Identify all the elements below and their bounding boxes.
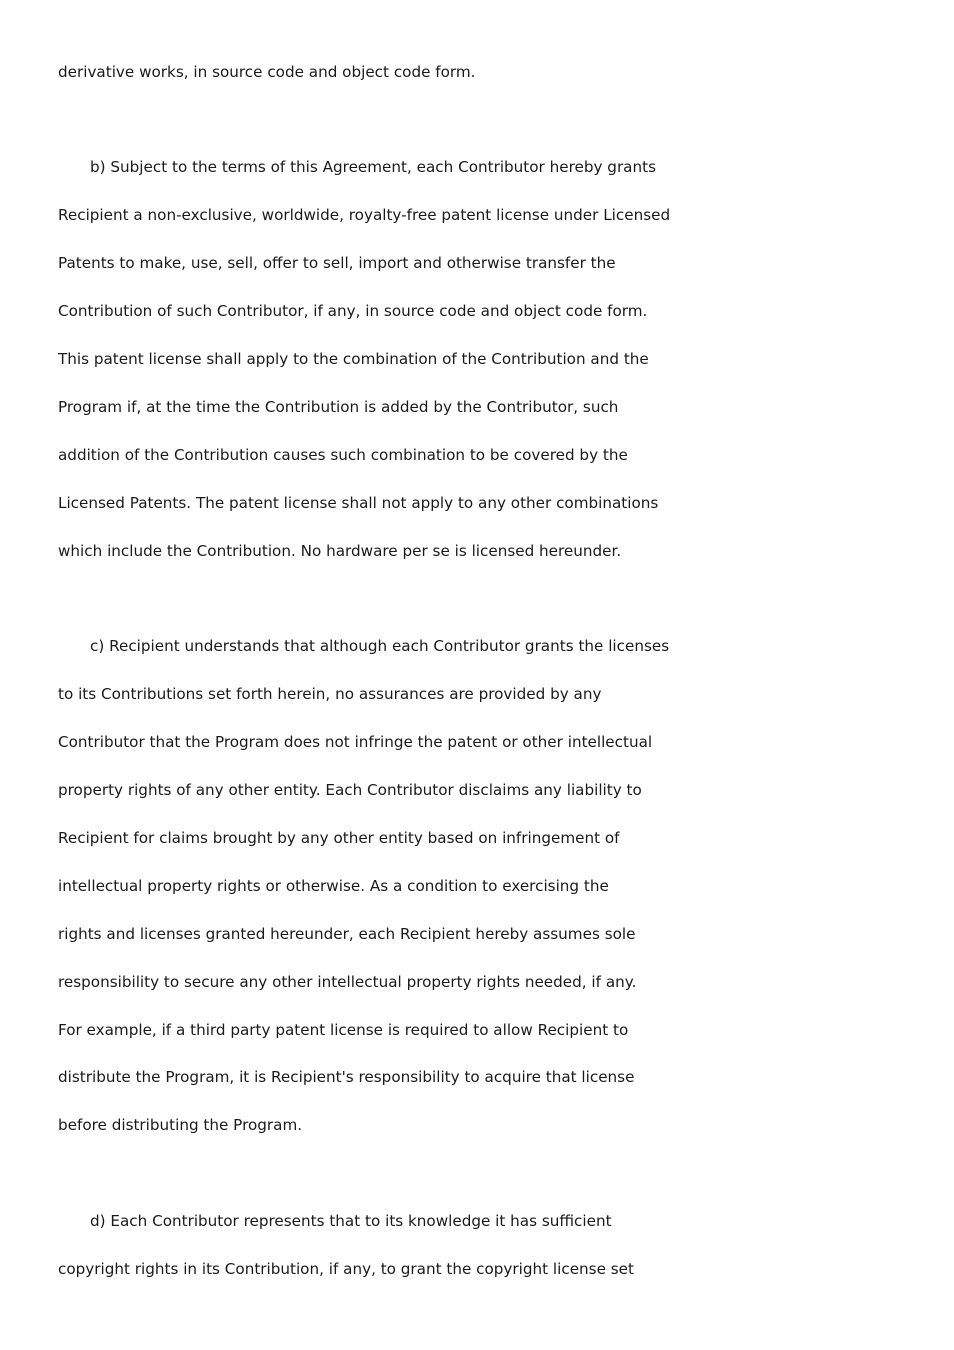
text-line: property rights of any other entity. Each Contributor disclaims any liability to [58, 781, 642, 799]
text-line: Recipient a non-exclusive, worldwide, royalty-free patent license under Licensed [58, 206, 671, 224]
paragraph-c-first-line: c) Recipient understands that although each Contributor grants the licenses [90, 637, 670, 655]
text-line: Licensed Patents. The patent license shall not apply to any other combinations [58, 494, 659, 512]
text-line: For example, if a third party patent license is required to allow Recipient to [58, 1021, 629, 1039]
text-line: responsibility to secure any other intellectual property rights needed, if any. [58, 973, 637, 991]
paragraph-b-first-line: b) Subject to the terms of this Agreement, each Contributor hereby grants [90, 158, 656, 176]
text-line: derivative works, in source code and object code form. [58, 63, 476, 81]
text-line: addition of the Contribution causes such combination to be covered by the [58, 446, 628, 464]
text-line: before distributing the Program. [58, 1116, 303, 1134]
text-line: This patent license shall apply to the combination of the Contribution and the [58, 350, 649, 368]
text-line: copyright rights in its Contribution, if any, to grant the copyright license set [58, 1260, 634, 1278]
text-line: Program if, at the time the Contribution is added by the Contributor, such [58, 398, 619, 416]
text-line: Contributor that the Program does not infringe the patent or other intellectual [58, 733, 653, 751]
text-line: rights and licenses granted hereunder, each Recipient hereby assumes sole [58, 925, 636, 943]
text-line: intellectual property rights or otherwise. As a condition to exercising the [58, 877, 609, 895]
text-line: which include the Contribution. No hardware per se is licensed hereunder. [58, 542, 622, 560]
text-line: Recipient for claims brought by any other entity based on infringement of [58, 829, 620, 847]
text-line: Contribution of such Contributor, if any, in source code and object code form. [58, 302, 648, 320]
text-line: Patents to make, use, sell, offer to sell, import and otherwise transfer the [58, 254, 616, 272]
paragraph-d-first-line: d) Each Contributor represents that to its knowledge it has sufficient [90, 1212, 612, 1230]
text-line: distribute the Program, it is Recipient's responsibility to acquire that license [58, 1068, 635, 1086]
text-line: to its Contributions set forth herein, no assurances are provided by any [58, 685, 602, 703]
